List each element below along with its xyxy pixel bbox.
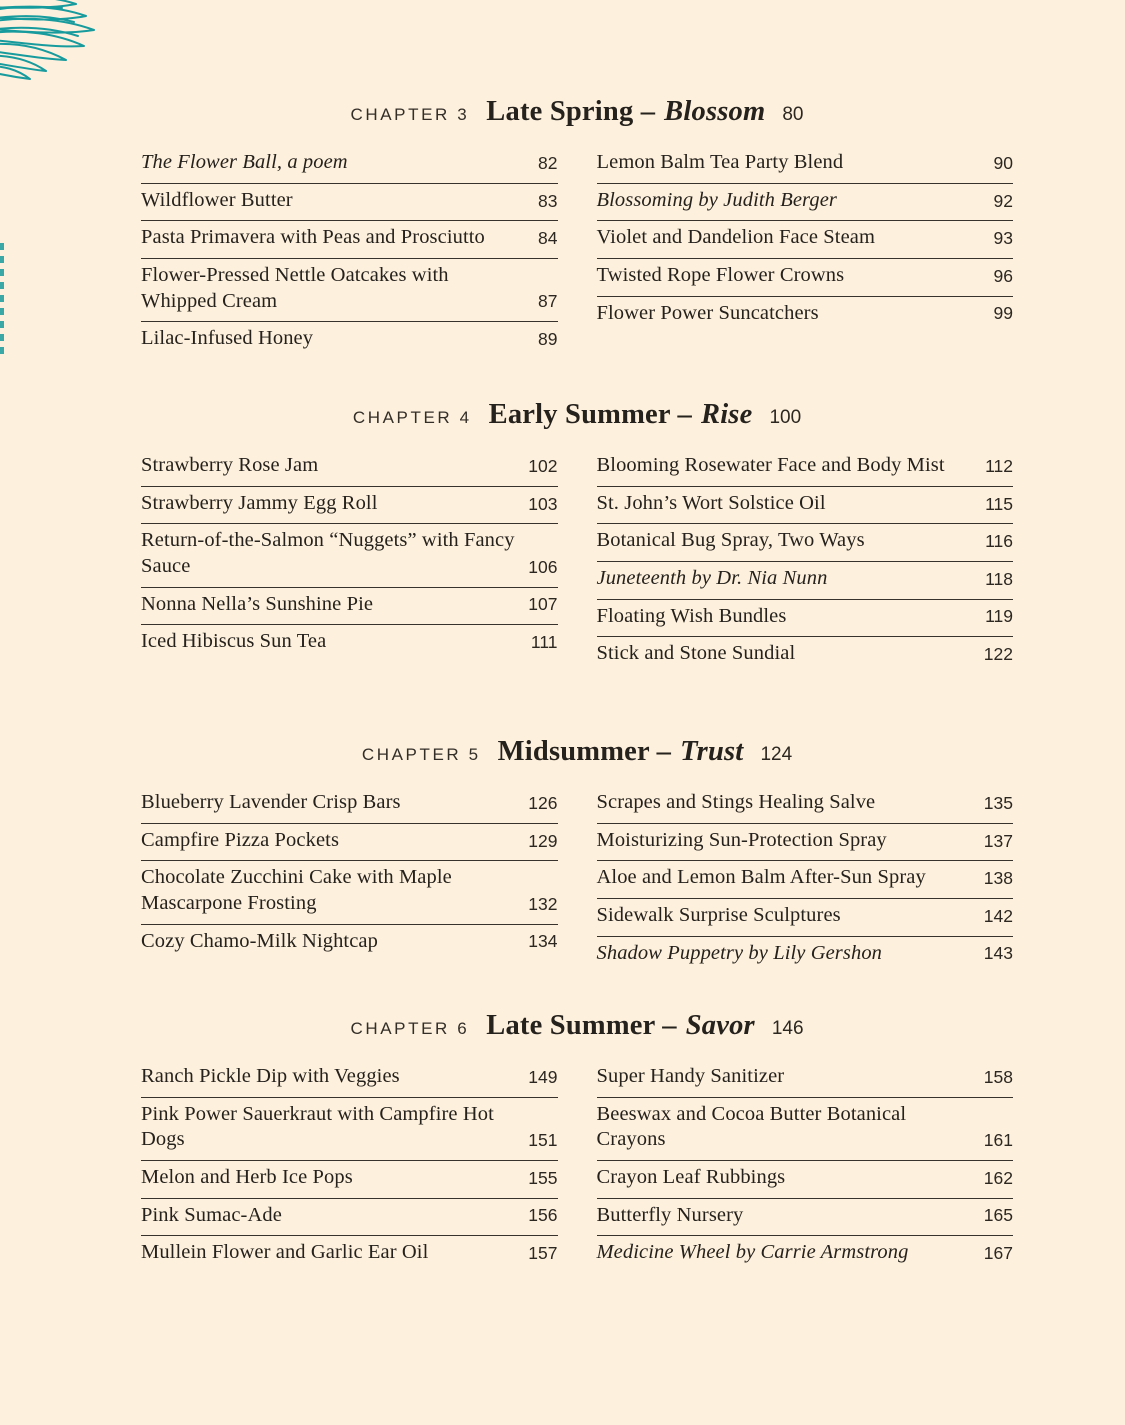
toc-entry	[141, 1060, 558, 1098]
toc-entry	[141, 487, 558, 525]
entry-page-number: 102	[528, 455, 558, 476]
chapter-heading	[141, 96, 1013, 128]
entry-page-number: 165	[983, 1205, 1013, 1226]
toc-column-left	[141, 449, 558, 674]
toc-entry	[141, 1236, 558, 1273]
toc-entry	[597, 1236, 1014, 1273]
toc-entry	[141, 625, 558, 662]
entry-title: The Flower Ball, a poem	[141, 151, 348, 173]
chapter-label: CHAPTER 5	[361, 745, 481, 764]
entry-title: Return-of-the-Salmon “Nuggets” with Fancy Sauce	[141, 529, 515, 577]
toc-column-right	[597, 449, 1014, 674]
entry-title: Botanical Bug Spray, Two Ways	[596, 529, 865, 552]
toc-entry	[597, 899, 1014, 937]
toc-entry	[597, 184, 1014, 222]
chapter-title-italic: Trust	[680, 736, 744, 767]
entry-page-number: 90	[993, 152, 1013, 173]
entry-title: Juneteenth by Dr. Nia Nunn	[596, 566, 828, 589]
toc-entry	[597, 297, 1014, 334]
entry-title: Iced Hibiscus Sun Tea	[141, 630, 327, 653]
entry-page-number: 112	[985, 455, 1013, 476]
chapter-title-main: Late Summer –	[486, 1010, 677, 1041]
toc-entry	[141, 1161, 558, 1199]
toc-entry	[597, 600, 1014, 638]
entry-page-number: 142	[983, 905, 1013, 926]
chapter-section-3	[0, 96, 1125, 359]
entry-page-number: 82	[538, 152, 558, 173]
entry-page-number: 156	[528, 1205, 558, 1226]
toc-entry	[141, 824, 558, 862]
toc-entry	[597, 637, 1014, 674]
entry-title: Blueberry Lavender Crisp Bars	[141, 791, 401, 813]
entry-page-number: 157	[528, 1243, 558, 1263]
toc-entry	[597, 259, 1014, 297]
toc-entry	[597, 449, 1014, 487]
chapter-title	[489, 399, 753, 431]
toc-entry	[597, 221, 1014, 259]
entry-page-number: 161	[983, 1130, 1013, 1151]
entry-title: Moisturizing Sun-Protection Spray	[596, 828, 887, 851]
entry-page-number: 107	[528, 594, 558, 615]
chapter-section-4	[0, 399, 1125, 674]
toc-entry	[597, 1199, 1014, 1237]
entry-title: Aloe and Lemon Balm After-Sun Spray	[596, 866, 926, 889]
entry-title: Strawberry Jammy Egg Roll	[141, 491, 378, 514]
entry-title: Butterfly Nursery	[596, 1203, 744, 1226]
entry-title: Twisted Rope Flower Crowns	[596, 263, 845, 286]
entry-title: Lemon Balm Tea Party Blend	[596, 151, 844, 173]
chapter-title-italic: Rise	[700, 399, 753, 430]
toc-entry	[597, 786, 1014, 824]
entry-page-number: 93	[993, 228, 1013, 249]
chapter-title-main: Late Spring –	[486, 96, 656, 127]
chapter-page-number: 124	[760, 744, 793, 765]
toc-entry	[141, 786, 558, 824]
toc-entry	[141, 1199, 558, 1237]
chapter-title-italic: Blossom	[664, 96, 766, 127]
toc-entry	[141, 1098, 558, 1161]
toc-column-right	[597, 1060, 1014, 1273]
entry-title: Flower Power Suncatchers	[596, 301, 819, 324]
entry-page-number: 92	[993, 190, 1013, 211]
entry-page-number: 103	[528, 493, 558, 514]
toc-entry	[141, 221, 558, 259]
chapter-section-6	[0, 1010, 1125, 1273]
entry-page-number: 106	[528, 556, 558, 577]
entry-page-number: 132	[528, 893, 558, 914]
toc-entry	[141, 588, 558, 626]
toc-entry	[141, 184, 558, 222]
chapter-page-number: 100	[769, 407, 802, 428]
chapter-title	[486, 96, 765, 128]
entry-title: Melon and Herb Ice Pops	[141, 1165, 353, 1188]
entry-page-number: 129	[528, 830, 558, 851]
toc-entry	[141, 322, 558, 359]
entry-columns	[141, 1060, 1013, 1273]
toc-entry	[597, 1098, 1014, 1161]
entry-title: Strawberry Rose Jam	[141, 454, 319, 476]
entry-page-number: 122	[983, 644, 1013, 664]
feather-wing-icon	[0, 0, 122, 88]
entry-columns	[141, 146, 1013, 359]
chapter-label: CHAPTER 6	[350, 1019, 470, 1038]
entry-page-number: 118	[985, 568, 1013, 589]
entry-title: Blossoming by Judith Berger	[596, 188, 838, 211]
entry-page-number: 96	[993, 265, 1013, 286]
chapter-page-number: 80	[782, 104, 804, 125]
toc-column-right	[597, 786, 1014, 973]
entry-title: Violet and Dandelion Face Steam	[596, 226, 876, 249]
entry-page-number: 89	[538, 329, 558, 349]
chapter-title	[498, 736, 744, 768]
toc-column-left	[141, 786, 558, 973]
entry-title: Floating Wish Bundles	[596, 604, 787, 627]
entry-title: Wildflower Butter	[141, 188, 293, 211]
entry-title: Scrapes and Stings Healing Salve	[596, 791, 876, 813]
toc-entry	[597, 524, 1014, 562]
chapter-label: CHAPTER 4	[352, 408, 472, 427]
entry-page-number: 138	[983, 868, 1013, 889]
toc-entry	[141, 861, 558, 924]
entry-page-number: 99	[993, 303, 1013, 324]
entry-title: Medicine Wheel by Carrie Armstrong	[596, 1241, 909, 1264]
entry-page-number: 155	[528, 1167, 558, 1188]
toc-column-left	[141, 1060, 558, 1273]
entry-title: Cozy Chamo-Milk Nightcap	[141, 929, 378, 952]
entry-title: Crayon Leaf Rubbings	[596, 1165, 786, 1188]
entry-page-number: 162	[983, 1167, 1013, 1188]
chapter-title-main: Early Summer –	[488, 399, 692, 430]
entry-page-number: 126	[528, 792, 558, 813]
entry-title: Beeswax and Cocoa Butter Botanical Crayons	[596, 1102, 907, 1151]
toc-entry	[597, 937, 1014, 974]
entry-title: Shadow Puppetry by Lily Gershon	[596, 941, 883, 964]
toc-entry	[141, 146, 558, 184]
chapter-title-italic: Savor	[685, 1010, 755, 1041]
entry-title: Mullein Flower and Garlic Ear Oil	[141, 1241, 429, 1264]
entry-title: Flower-Pressed Nettle Oatcakes with Whipped Cream	[141, 263, 449, 312]
entry-page-number: 115	[985, 493, 1013, 514]
entry-title: Chocolate Zucchini Cake with Maple Mascarpone Frosting	[141, 866, 452, 914]
chapter-heading	[141, 1010, 1013, 1042]
toc-entry	[141, 449, 558, 487]
entry-page-number: 143	[983, 943, 1013, 964]
chapter-section-5	[0, 736, 1125, 973]
entry-page-number: 149	[528, 1066, 558, 1087]
chapter-heading	[141, 399, 1013, 431]
toc-entry	[141, 524, 558, 587]
entry-page-number: 135	[983, 792, 1013, 813]
entry-page-number: 158	[983, 1066, 1013, 1087]
toc-column-left	[141, 146, 558, 359]
entry-title: Blooming Rosewater Face and Body Mist	[596, 454, 945, 476]
entry-title: Super Handy Sanitizer	[596, 1065, 785, 1087]
entry-page-number: 83	[538, 190, 558, 211]
entry-page-number: 84	[538, 228, 558, 249]
toc-entry	[597, 562, 1014, 600]
entry-title: Pasta Primavera with Peas and Prosciutto	[141, 226, 485, 249]
entry-page-number: 87	[538, 291, 558, 312]
entry-title: Sidewalk Surprise Sculptures	[596, 903, 841, 926]
toc-entry	[597, 1060, 1014, 1098]
chapter-title	[486, 1010, 755, 1042]
entry-page-number: 134	[528, 931, 558, 952]
toc-entry	[597, 824, 1014, 862]
entry-page-number: 151	[528, 1130, 558, 1151]
entry-title: Ranch Pickle Dip with Veggies	[141, 1065, 400, 1087]
toc-entry	[597, 861, 1014, 899]
entry-title: Campfire Pizza Pockets	[141, 828, 340, 851]
toc-entry	[597, 1161, 1014, 1199]
entry-title: Stick and Stone Sundial	[596, 642, 796, 665]
entry-title: Lilac-Infused Honey	[141, 327, 314, 350]
entry-columns	[141, 449, 1013, 674]
entry-page-number: 137	[983, 830, 1013, 851]
entry-title: St. John’s Wort Solstice Oil	[596, 491, 826, 514]
chapter-label: CHAPTER 3	[350, 105, 470, 124]
entry-title: Nonna Nella’s Sunshine Pie	[141, 592, 374, 615]
chapter-title-main: Midsummer –	[497, 736, 672, 767]
toc-column-right	[597, 146, 1014, 359]
chapter-heading	[141, 736, 1013, 768]
toc-entry	[141, 259, 558, 322]
entry-page-number: 167	[983, 1243, 1013, 1263]
entry-page-number: 116	[985, 531, 1013, 552]
entry-columns	[141, 786, 1013, 973]
chapter-page-number: 146	[771, 1018, 804, 1039]
entry-page-number: 119	[985, 606, 1013, 627]
entry-page-number: 111	[530, 632, 558, 652]
toc-entry	[141, 925, 558, 962]
toc-entry	[597, 487, 1014, 525]
toc-entry	[597, 146, 1014, 184]
entry-title: Pink Power Sauerkraut with Campfire Hot Dogs	[141, 1102, 494, 1151]
entry-title: Pink Sumac-Ade	[141, 1203, 282, 1226]
